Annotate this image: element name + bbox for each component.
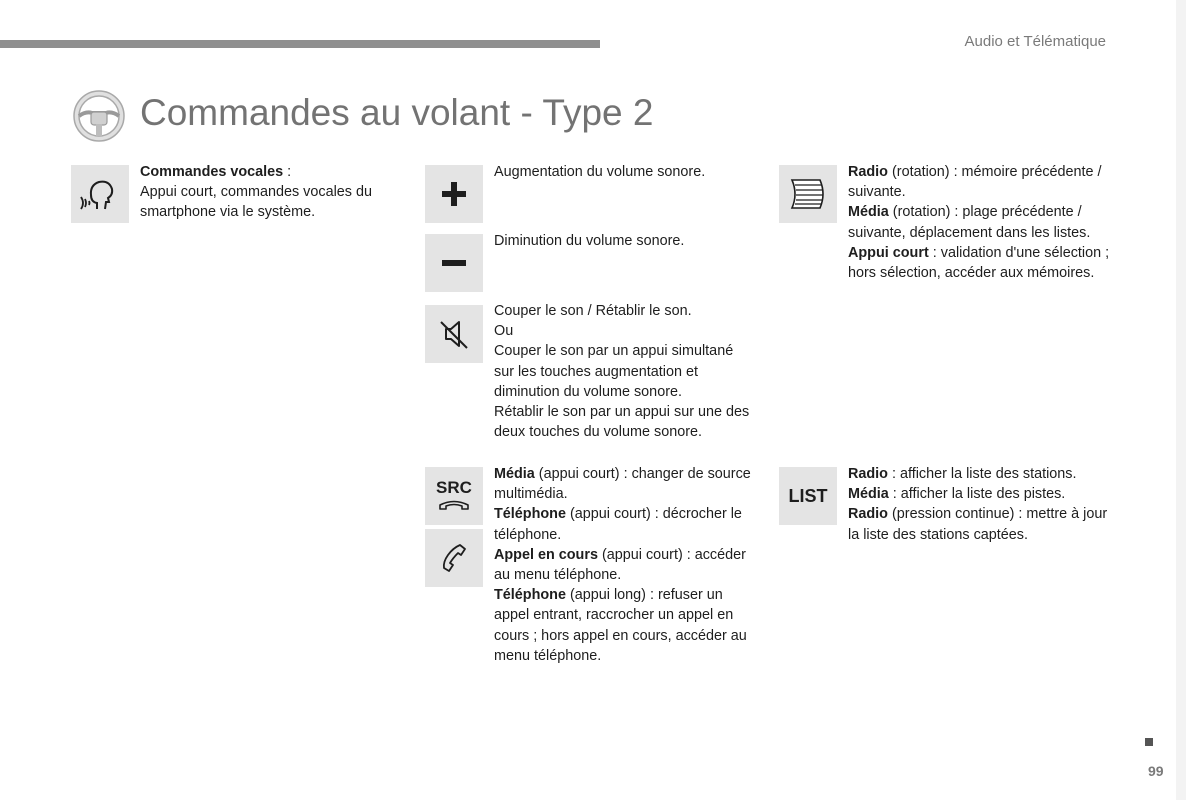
src-phone-description: Média (appui court) : changer de source multimédia. Téléphone (appui court) : décrocher le téléphone. Appel en cours (appui court) : accéder au menu téléphone. Téléphone (appui long) : refuser un appel entrant, raccrocher un appel en cours ; hors appel en cours, accéder au menu téléphone. <box>494 466 751 664</box>
volume-up-description: Augmentation du volume sonore. <box>494 164 706 180</box>
thumbwheel-description: Radio (rotation) : mémoire précédente / suivante. Média (rotation) : plage précédente / suivante, déplacement dans les listes. Appui court : validation d'une sélection ; hors sélection, accéder aux mémoires. <box>848 164 1110 282</box>
voice-command-button-illustration <box>71 165 129 223</box>
thumbwheel-illustration <box>779 165 837 223</box>
side-rule <box>1176 0 1186 800</box>
mute-button-illustration <box>425 305 483 363</box>
section-label: Audio et Télématique <box>964 33 1106 50</box>
voice-commands-description: Commandes vocales : Appui court, commandes vocales du smartphone via le système. <box>140 162 402 223</box>
voice-commands-term: Commandes vocales <box>140 164 284 180</box>
list-label: LIST <box>788 485 828 506</box>
phone-handset-icon <box>434 538 474 578</box>
page-title: Commandes au volant - Type 2 <box>140 92 654 133</box>
plus-icon <box>439 179 469 209</box>
hang-up-phone-icon <box>435 497 473 513</box>
src-label: SRC <box>436 478 472 497</box>
end-mark <box>1145 738 1153 746</box>
voice-commands-text: Appui court, commandes vocales du smartphone via le système. <box>140 184 372 221</box>
volume-up-button-illustration <box>425 165 483 223</box>
src-button-illustration <box>425 467 483 525</box>
mute-speaker-icon <box>434 314 474 354</box>
mute-description: Couper le son / Rétablir le son. Ou Couper le son par un appui simultané sur les touches augmentation et diminution du volume sonore. Rétablir le son par un appui sur une des deux touches du volume sonore. <box>494 303 750 441</box>
phone-button-illustration <box>425 529 483 587</box>
header-bar <box>0 40 600 48</box>
voice-command-icon <box>77 171 123 217</box>
page-number: 99 <box>1148 763 1164 779</box>
volume-down-button-illustration <box>425 234 483 292</box>
steering-wheel-icon <box>72 89 126 143</box>
list-button-illustration <box>779 467 837 525</box>
minus-icon <box>439 248 469 278</box>
volume-down-description: Diminution du volume sonore. <box>494 233 685 249</box>
list-description: Radio : afficher la liste des stations. Média : afficher la liste des pistes. Radio (pression continue) : mettre à jour la liste des stations captées. <box>848 466 1108 543</box>
thumbwheel-icon <box>788 176 828 212</box>
